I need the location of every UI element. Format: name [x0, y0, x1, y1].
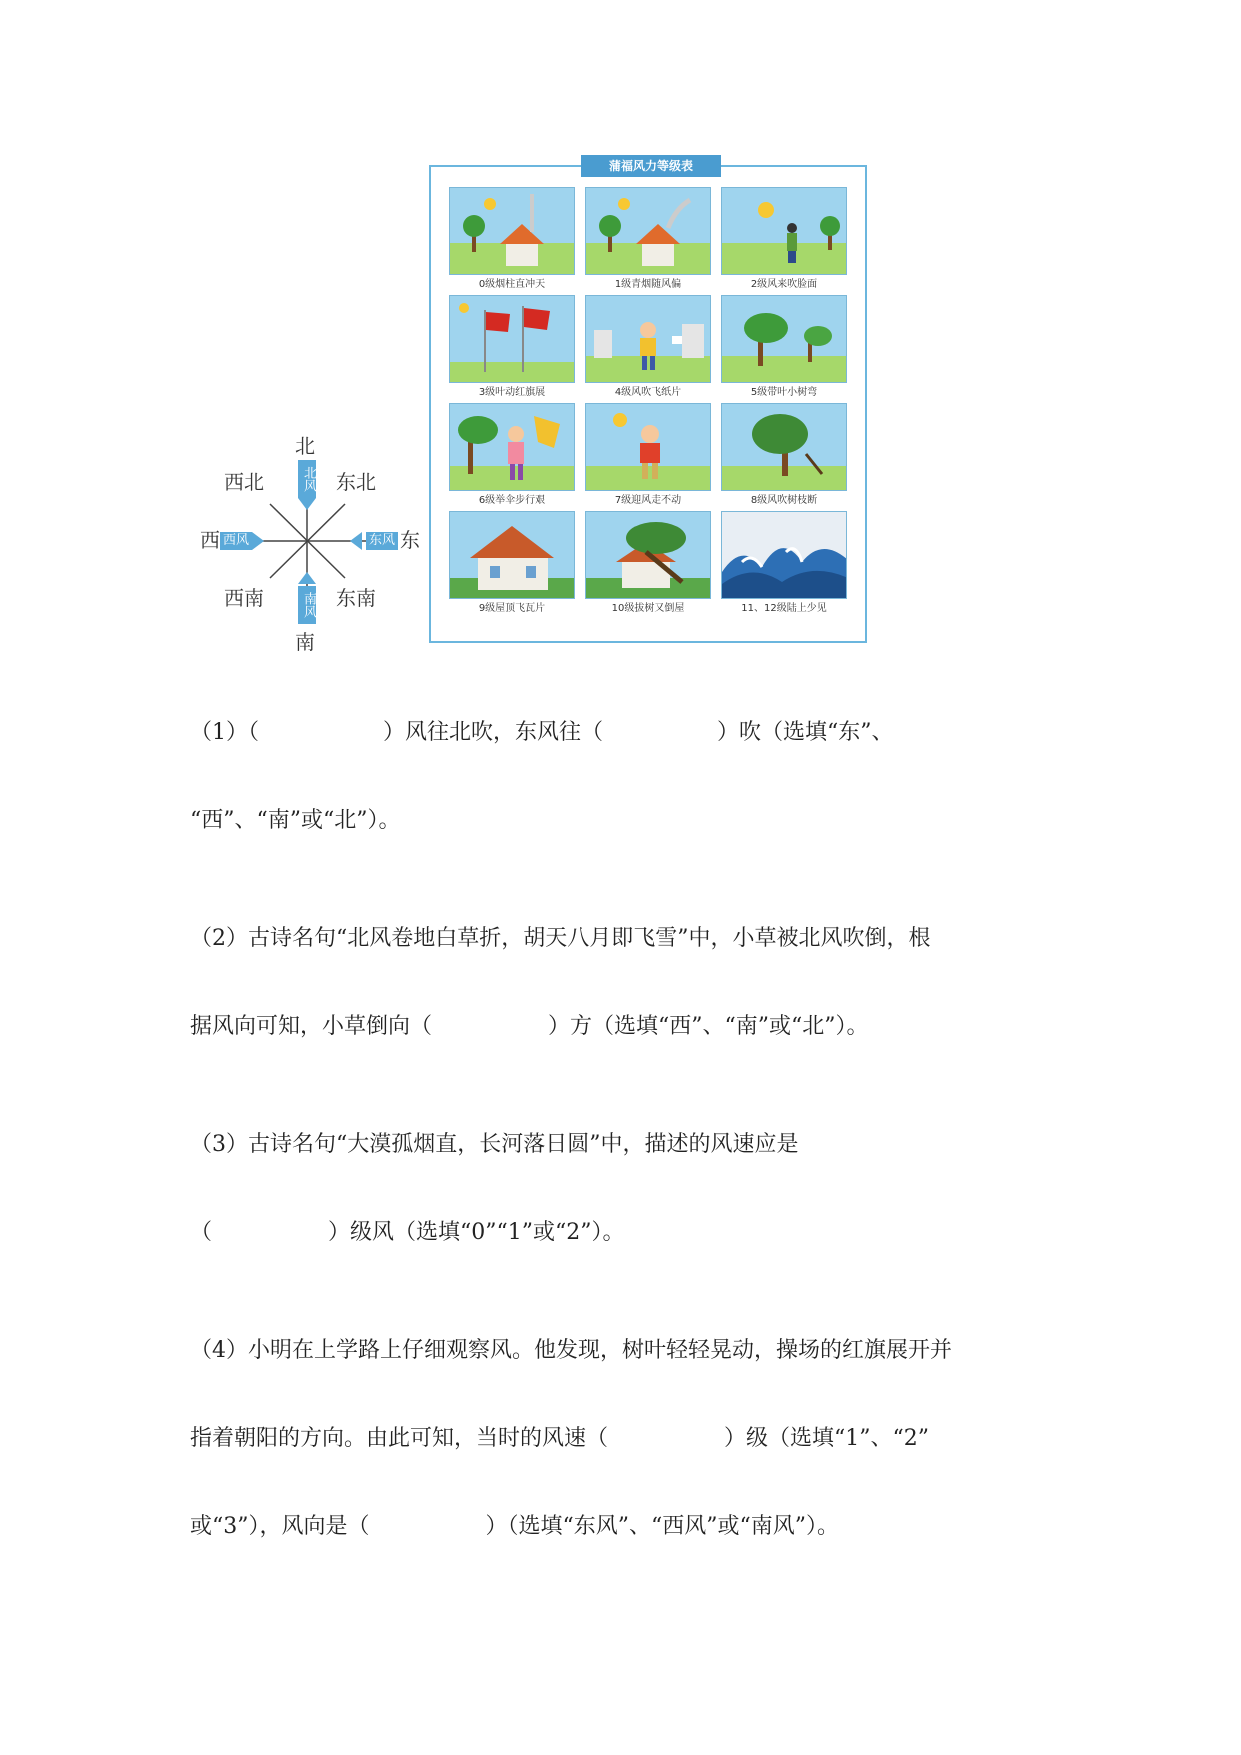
- wind-level-9-caption: 9级屋顶飞瓦片: [478, 603, 546, 614]
- east-wind-arrow: 东风: [366, 532, 398, 550]
- wind-level-7-picture: [585, 403, 711, 491]
- wind-level-8-caption: 8级风吹树枝断: [750, 495, 818, 506]
- wind-level-4-cell: [585, 295, 711, 400]
- wind-level-6-cell: [449, 403, 575, 508]
- q1-text-c: ）吹（选填“东”、: [717, 720, 894, 745]
- compass-west-label: 西: [200, 528, 220, 552]
- west-wind-arrow: 西风: [220, 532, 252, 550]
- wind-level-11-12-caption: 11、12级陆上少见: [741, 603, 827, 614]
- compass-northwest-label: 西北: [224, 470, 264, 494]
- wind-level-8-cell: [721, 403, 847, 508]
- q3-text-b: ）级风（选填“0”“1”或“2”）。: [328, 1220, 625, 1245]
- question-4-line-2: [190, 1424, 929, 1454]
- wind-level-6-picture: [449, 403, 575, 491]
- question-4-line-1: （4）小明在上学路上仔细观察风。他发现，树叶轻轻晃动，操场的红旗展开并: [190, 1338, 952, 1363]
- wind-level-5-picture: [721, 295, 847, 383]
- wind-level-10-picture: [585, 511, 711, 599]
- wind-level-2-caption: 2级风来吹脸面: [750, 279, 818, 290]
- question-4-line-3: [190, 1512, 839, 1542]
- q3-text-a: （: [190, 1220, 213, 1245]
- wind-level-4-caption: 4级风吹飞纸片: [614, 387, 682, 398]
- wind-level-9-cell: [449, 511, 575, 616]
- wind-level-5-cell: [721, 295, 847, 400]
- question-2-line-2: [190, 1012, 869, 1042]
- wind-level-1-picture: [585, 187, 711, 275]
- q4-text-c: 或“3”），风向是（: [190, 1514, 370, 1539]
- wind-level-3-caption: 3级叶动红旗展: [478, 387, 546, 398]
- wind-level-7-cell: [585, 403, 711, 508]
- question-1-line-2: “西”、“南”或“北”）。: [190, 808, 401, 833]
- wind-level-9-picture: [449, 511, 575, 599]
- wind-level-0-cell: [449, 187, 575, 292]
- q1-text-b: ）风往北吹，东风往（: [383, 720, 604, 745]
- wind-level-1-caption: 1级青烟随风偏: [614, 279, 682, 290]
- wind-level-11-12-cell: [721, 511, 847, 616]
- q1-text-a: （1）（: [190, 720, 259, 745]
- q4-text-b: ）级（选填“1”、“2”: [724, 1426, 929, 1451]
- wind-level-3-cell: [449, 295, 575, 400]
- wind-level-11-12-picture: [721, 511, 847, 599]
- wind-level-3-picture: [449, 295, 575, 383]
- wind-level-5-caption: 5级带叶小树弯: [750, 387, 818, 398]
- compass-southeast-label: 东南: [336, 586, 376, 610]
- compass-north-label: 北: [295, 434, 315, 458]
- wind-level-4-picture: [585, 295, 711, 383]
- compass-northeast-label: 东北: [336, 470, 376, 494]
- wind-level-6-caption: 6级举伞步行艰: [478, 495, 546, 506]
- q2-text-b: ）方（选填“西”、“南”或“北”）。: [548, 1014, 869, 1039]
- beaufort-wind-scale-chart: [429, 159, 867, 643]
- question-3-line-1: （3）古诗名句“大漠孤烟直，长河落日圆”中，描述的风速应是: [190, 1132, 799, 1157]
- q4-text-d: ）（选填“东风”、“西风”或“南风”）。: [485, 1514, 839, 1539]
- wind-level-2-cell: [721, 187, 847, 292]
- wind-level-0-picture: [449, 187, 575, 275]
- wind-direction-compass: [190, 436, 425, 658]
- wind-level-8-picture: [721, 403, 847, 491]
- q2-text-a: 据风向可知，小草倒向（: [190, 1014, 433, 1039]
- question-3-line-2: [190, 1218, 625, 1248]
- south-wind-arrow: 南风: [298, 586, 316, 624]
- wind-level-0-caption: 0级烟柱直冲天: [478, 279, 546, 290]
- wind-level-1-cell: [585, 187, 711, 292]
- wind-level-7-caption: 7级迎风走不动: [614, 495, 682, 506]
- compass-southwest-label: 西南: [224, 586, 264, 610]
- wind-level-10-caption: 10级拔树又倒屋: [611, 603, 685, 614]
- north-wind-arrow: 北风: [298, 460, 316, 498]
- wind-level-10-cell: [585, 511, 711, 616]
- compass-south-label: 南: [295, 630, 315, 654]
- wind-scale-title: 蒲福风力等级表: [581, 155, 721, 177]
- q4-text-a: 指着朝阳的方向。由此可知，当时的风速（: [190, 1426, 609, 1451]
- wind-level-2-picture: [721, 187, 847, 275]
- question-1-line-1: [190, 718, 894, 748]
- compass-east-label: 东: [400, 528, 420, 552]
- question-2-line-1: （2）古诗名句“北风卷地白草折，胡天八月即飞雪”中，小草被北风吹倒，根: [190, 926, 931, 951]
